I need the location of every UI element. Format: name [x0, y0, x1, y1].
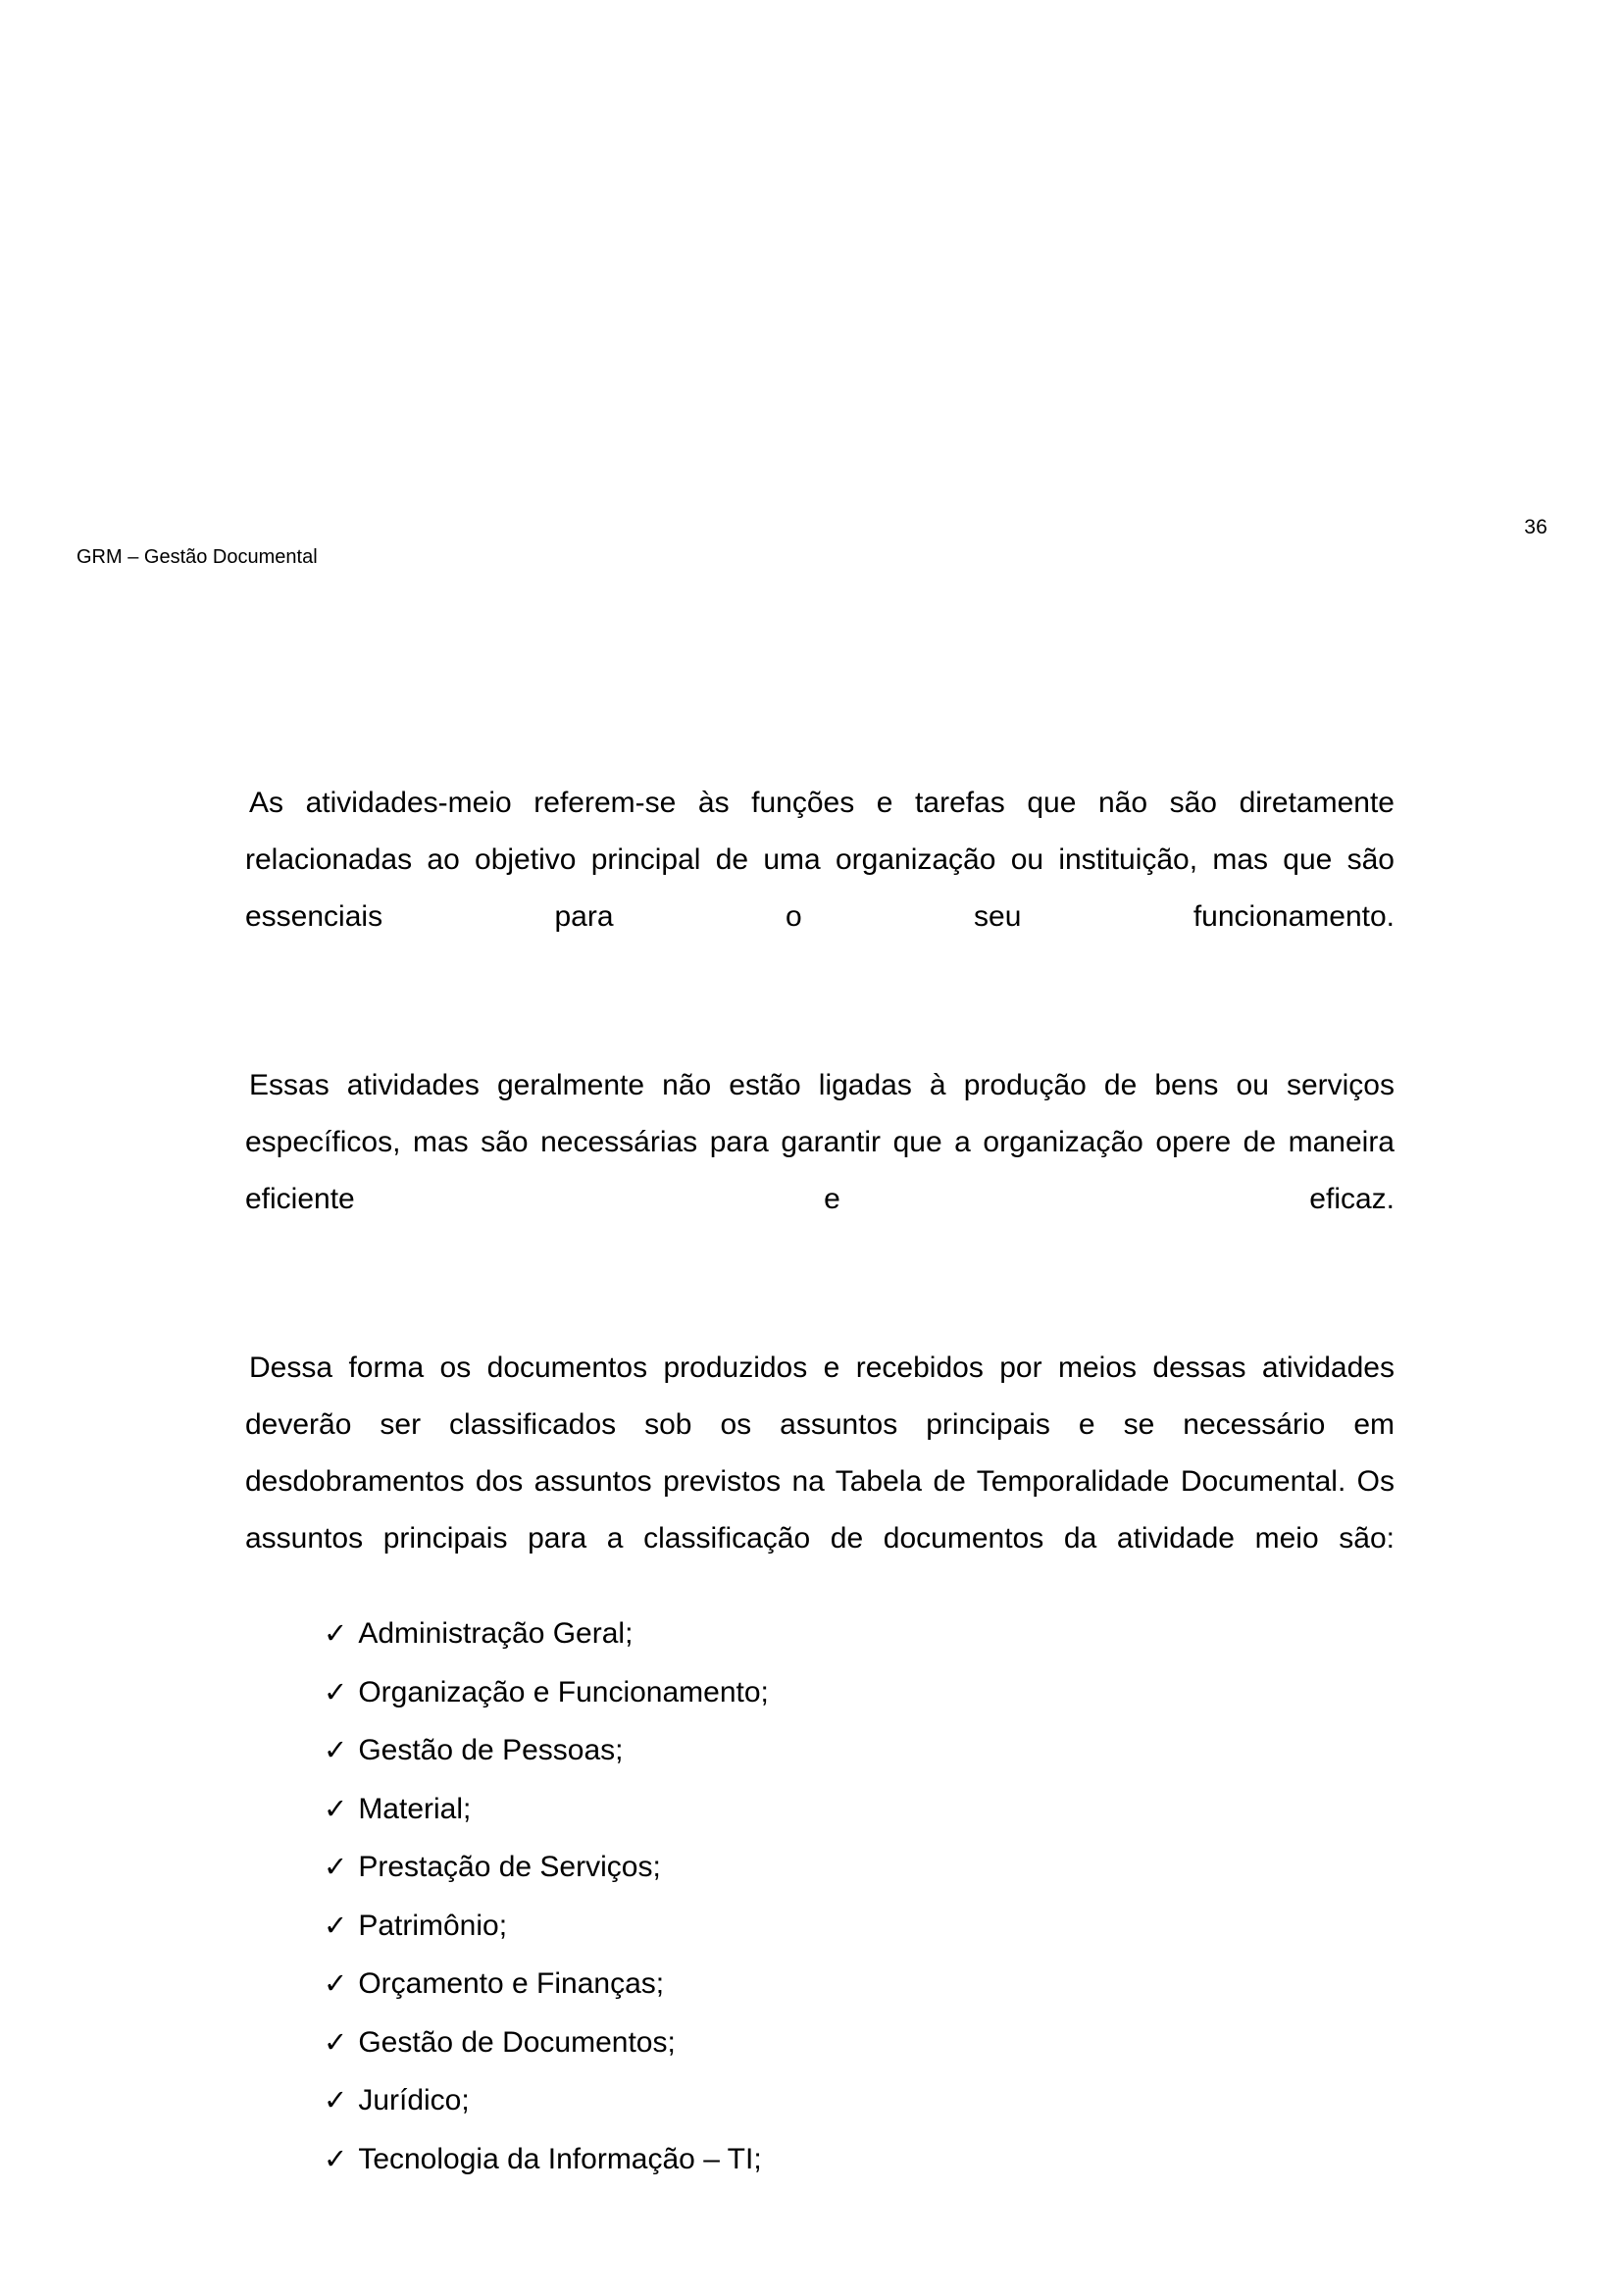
paragraph-3: Dessa forma os documentos produzidos e recebidos por meios dessas atividades deverão ser classificados sob os assuntos principais e se necessário em desdobramentos dos assuntos previstos na Tabela de Temporalidade Documental. Os assuntos principais para a classificação de documentos da atividade meio são: — [245, 1351, 1395, 1555]
subject-check-list — [324, 1605, 1393, 2188]
list-item-label: Organização e Funcionamento; — [358, 1675, 769, 1708]
check-mark-icon: ✓ — [324, 1908, 348, 1942]
list-item — [324, 1663, 1393, 1722]
check-mark-icon: ✓ — [324, 1966, 348, 2000]
list-item-label: Patrimônio; — [358, 1909, 508, 1942]
list-item-label: Gestão de Pessoas; — [358, 1734, 624, 1766]
list-item-label: Administração Geral; — [358, 1617, 634, 1650]
check-mark-icon: ✓ — [324, 1733, 348, 1766]
paragraph-1: As atividades-meio referem-se às funções e tarefas que não são diretamente relacionadas ao objetivo principal de uma organização ou instituição, mas que são essenciais para o seu funcionamento. — [245, 787, 1395, 933]
list-item — [324, 1605, 1393, 1663]
check-mark-icon: ✓ — [324, 1616, 348, 1650]
list-item — [324, 1955, 1393, 2014]
list-item — [324, 2014, 1393, 2072]
list-item-label: Jurídico; — [358, 2084, 470, 2116]
list-item-label: Orçamento e Finanças; — [358, 1967, 665, 2000]
paragraph-2: Essas atividades geralmente não estão ligadas à produção de bens ou serviços específicos, mas são necessárias para garantir que a organização opere de maneira eficiente e eficaz. — [245, 1069, 1395, 1215]
list-item-label: Prestação de Serviços; — [358, 1851, 661, 1883]
list-item — [324, 2071, 1393, 2130]
check-mark-icon: ✓ — [324, 1674, 348, 1708]
list-item-label: Tecnologia da Informação – TI; — [358, 2142, 762, 2175]
list-item — [324, 1897, 1393, 1956]
list-item — [324, 1721, 1393, 1780]
check-mark-icon: ✓ — [324, 2141, 348, 2175]
check-mark-icon: ✓ — [324, 1791, 348, 1825]
page-number: 36 — [1524, 516, 1548, 538]
list-item-label: Gestão de Documentos; — [358, 2025, 676, 2059]
check-mark-icon: ✓ — [324, 2083, 348, 2116]
list-item-label: Material; — [358, 1792, 472, 1825]
list-item — [324, 1838, 1393, 1897]
check-mark-icon: ✓ — [324, 2024, 348, 2059]
body-text-block — [245, 775, 1395, 1624]
list-item — [324, 2130, 1393, 2189]
running-head: GRM – Gestão Documental — [76, 546, 318, 568]
list-item — [324, 1780, 1393, 1839]
check-mark-icon: ✓ — [324, 1850, 348, 1883]
